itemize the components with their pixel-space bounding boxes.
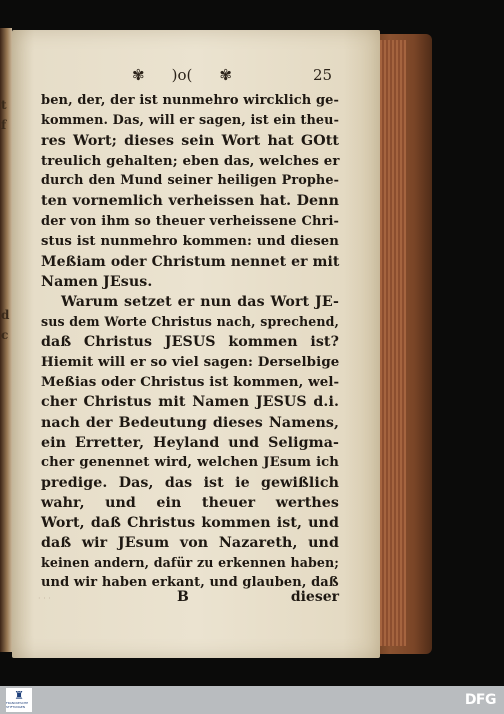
text-line: ein Erretter, Heyland und Seligma- [41,434,339,451]
text-line: der von ihm so theuer verheissene Chri- [41,213,339,229]
text-line: daß Christus JESUS kommen ist? [41,334,339,351]
fleuron-right-icon: ✾ [219,66,232,84]
text-line: Meßiam oder Christum nennet er mit [41,253,340,270]
text-line: Hiemit will er so viel sagen: Derselbige [41,354,340,371]
tower-icon: ♜ [14,689,24,702]
catchword: dieser [290,589,339,605]
text-line: kommen. Das, will er sagen, ist ein theu- [41,113,339,129]
text-line: Namen JEsus. [41,273,153,290]
text-line: und wir haben erkant, und glauben, daß [41,575,339,591]
fleuron-center-icon: )o( [171,66,193,84]
page-foot [41,589,339,609]
text-line: ben, der, der ist nunmehro wircklich ge- [41,93,340,108]
text-line: Wort, daß Christus kommen ist, und [41,514,339,531]
page-number: 25 [313,66,333,84]
page-edges [376,40,406,646]
viewer-footer-bar [0,686,504,714]
text-line: cher genennet wird, welchen JEsum ich [41,454,339,470]
logo-left-caption: FRANCKESCHE STIFTUNGEN [6,701,29,709]
header-ornament [132,66,232,84]
text-line: treulich gehalten; eben das, welches er [41,153,340,170]
text-line: wahr, und ein theuer werthes [41,494,339,511]
text-line: Meßias oder Christus ist kommen, wel- [41,374,340,391]
dfg-logo[interactable]: DFG [464,692,496,708]
text-line: cher Christus mit Namen JESUS d.i. [41,394,339,411]
signature-mark: B [177,589,189,605]
text-line: sus dem Worte Christus nach, sprechend, [41,314,339,330]
text-line: predige. Das, das ist ie gewißlich [41,474,339,491]
fleuron-left-icon: ✾ [132,66,145,84]
text-line: Warum setzet er nun das Wort JE- [61,293,339,310]
franckesche-stiftungen-logo[interactable] [6,688,32,712]
text-line: ten vornemlich verheissen hat. Denn [41,193,339,210]
text-line: daß wir JEsum von Nazareth, und [41,535,339,552]
page-body-text [41,91,339,593]
text-line: stus ist nunmehro kommen: und diesen [41,233,339,249]
bleed-through: · · · [38,594,51,603]
text-line: nach der Bedeutung dieses Namens, [41,414,339,431]
text-line: res Wort; dieses sein Wort hat GOtt [41,133,339,150]
text-line: durch den Mund seiner heiligen Prophe- [41,173,339,189]
text-line: keinen andern, dafür zu erkennen haben; [41,555,339,571]
previous-page-edge: t f d c [0,28,12,652]
